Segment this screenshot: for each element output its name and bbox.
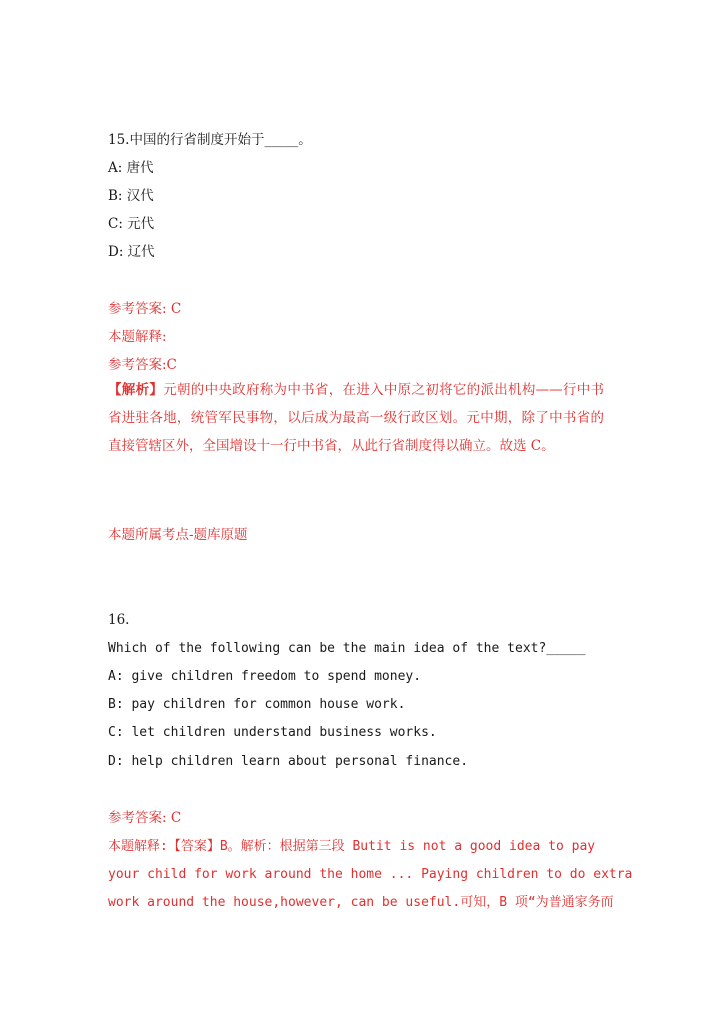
q16-explain-line-2: your child for work around the home ... Paying children to do extra [108, 867, 633, 882]
q16-explain-line-1: 本题解释:【答案】B。解析：根据第三段 Butit is not a good idea to pay [108, 839, 596, 854]
q15-answer-repeat: 参考答案:C [108, 357, 177, 373]
q16-answer: 参考答案: C [108, 810, 182, 826]
q16-explain-line-3: work around the house,however, can be useful.可知，B 项“为普通家务而 [108, 895, 614, 910]
q15-analysis-tag: 【解析】 [108, 382, 164, 398]
q15-option-b: B: 汉代 [108, 188, 154, 204]
q15-analysis [108, 376, 604, 460]
q16-option-a: A: give children freedom to spend money. [108, 669, 422, 684]
q15-question: 15.中国的行省制度开始于_____。 [108, 132, 312, 148]
q16-number: 16. [108, 612, 130, 628]
q16-option-c: C: let children understand business works. [108, 725, 437, 740]
q15-explain-label: 本题解释: [108, 329, 167, 345]
q15-analysis-text: 元朝的中央政府称为中书省，在进入中原之初将它的派出机构——行中书省进驻各地，统管军民事物，以后成为最高一级行政区划。元中期，除了中书省的直接管辖区外，全国增设十一行中书省，从此行省制度得以确立。故选 C。 [108, 382, 605, 454]
q16-question: Which of the following can be the main idea of the text?_____ [108, 641, 586, 656]
q15-option-c: C: 元代 [108, 216, 155, 232]
q15-option-a: A: 唐代 [108, 160, 154, 176]
q15-answer: 参考答案: C [108, 301, 182, 317]
q15-option-d: D: 辽代 [108, 244, 155, 260]
q16-option-d: D: help children learn about personal finance. [108, 754, 469, 769]
q15-topic: 本题所属考点-题库原题 [108, 527, 248, 543]
q16-option-b: B: pay children for common house work. [108, 697, 406, 712]
